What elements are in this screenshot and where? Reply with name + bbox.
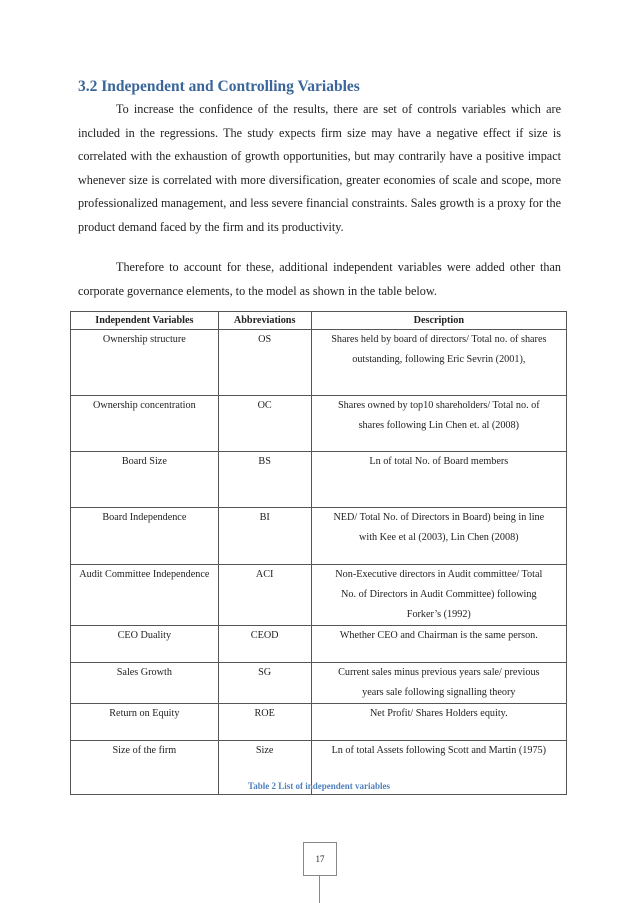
abbreviation-cell: BS	[218, 452, 311, 508]
table-row	[71, 663, 567, 704]
description-cell: Shares owned by top10 shareholders/ Total no. of shares following Lin Chen et. al (2008)	[311, 396, 566, 452]
table-row	[71, 330, 567, 396]
table-caption: Table 2 List of independent variables	[248, 781, 390, 791]
description-cell: Net Profit/ Shares Holders equity.	[311, 704, 566, 741]
table-row	[71, 565, 567, 626]
description-cell: Ln of total Assets following Scott and Martin (1975)	[311, 741, 566, 795]
description-cell: Whether CEO and Chairman is the same person.	[311, 626, 566, 663]
table-row	[71, 396, 567, 452]
page-number-divider	[319, 876, 320, 903]
header-description: Description	[311, 312, 566, 330]
paragraph-additional-variables: Therefore to account for these, additional independent variables were added other than corporate governance elements, to the model as shown in the table below.	[78, 260, 561, 298]
variable-cell: Size of the firm	[71, 741, 219, 795]
description-cell: Current sales minus previous years sale/ previous years sale following signalling theory	[311, 663, 566, 704]
paragraph-controls: To increase the confidence of the results, there are set of controls variables which are included in the regressions. The study expects firm size may have a negative effect if size is correlated with the exhaustion of growth opportunities, but may contrarily have a positive impact whenever size is correlated with more diversification, greater economies of scale and scope, more professionalized management, and less severe financial constraints. Sales growth is a proxy for the product demand faced by the firm and its productivity.	[78, 102, 561, 234]
header-abbreviations: Abbreviations	[218, 312, 311, 330]
header-independent-variables: Independent Variables	[71, 312, 219, 330]
page-number	[303, 842, 337, 876]
variable-cell: Return on Equity	[71, 704, 219, 741]
table-row	[71, 626, 567, 663]
abbreviation-cell: CEOD	[218, 626, 311, 663]
abbreviation-cell: Size	[218, 741, 311, 795]
table-row	[71, 452, 567, 508]
description-cell: Shares held by board of directors/ Total no. of shares outstanding, following Eric Sevrin (2001),	[311, 330, 566, 396]
variable-cell: Audit Committee Independence	[71, 565, 219, 626]
description-cell: Non-Executive directors in Audit committee/ Total No. of Directors in Audit Committee) following Forker’s (1992)	[311, 565, 566, 626]
abbreviation-cell: ROE	[218, 704, 311, 741]
variable-cell: Board Independence	[71, 508, 219, 565]
variable-cell: Ownership concentration	[71, 396, 219, 452]
variable-cell: Sales Growth	[71, 663, 219, 704]
variable-cell: Board Size	[71, 452, 219, 508]
variable-cell: CEO Duality	[71, 626, 219, 663]
page-number-label: 17	[315, 854, 325, 864]
abbreviation-cell: SG	[218, 663, 311, 704]
abbreviation-cell: OC	[218, 396, 311, 452]
table-row	[71, 508, 567, 565]
independent-variables-table	[70, 311, 567, 795]
description-cell: Ln of total No. of Board members	[311, 452, 566, 508]
variable-cell: Ownership structure	[71, 330, 219, 396]
abbreviation-cell: OS	[218, 330, 311, 396]
section-heading: 3.2 Independent and Controlling Variables	[78, 78, 360, 95]
abbreviation-cell: ACI	[218, 565, 311, 626]
abbreviation-cell: BI	[218, 508, 311, 565]
description-cell: NED/ Total No. of Directors in Board) being in line with Kee et al (2003), Lin Chen (2008)	[311, 508, 566, 565]
table-header-row	[71, 312, 567, 330]
table-row	[71, 704, 567, 741]
